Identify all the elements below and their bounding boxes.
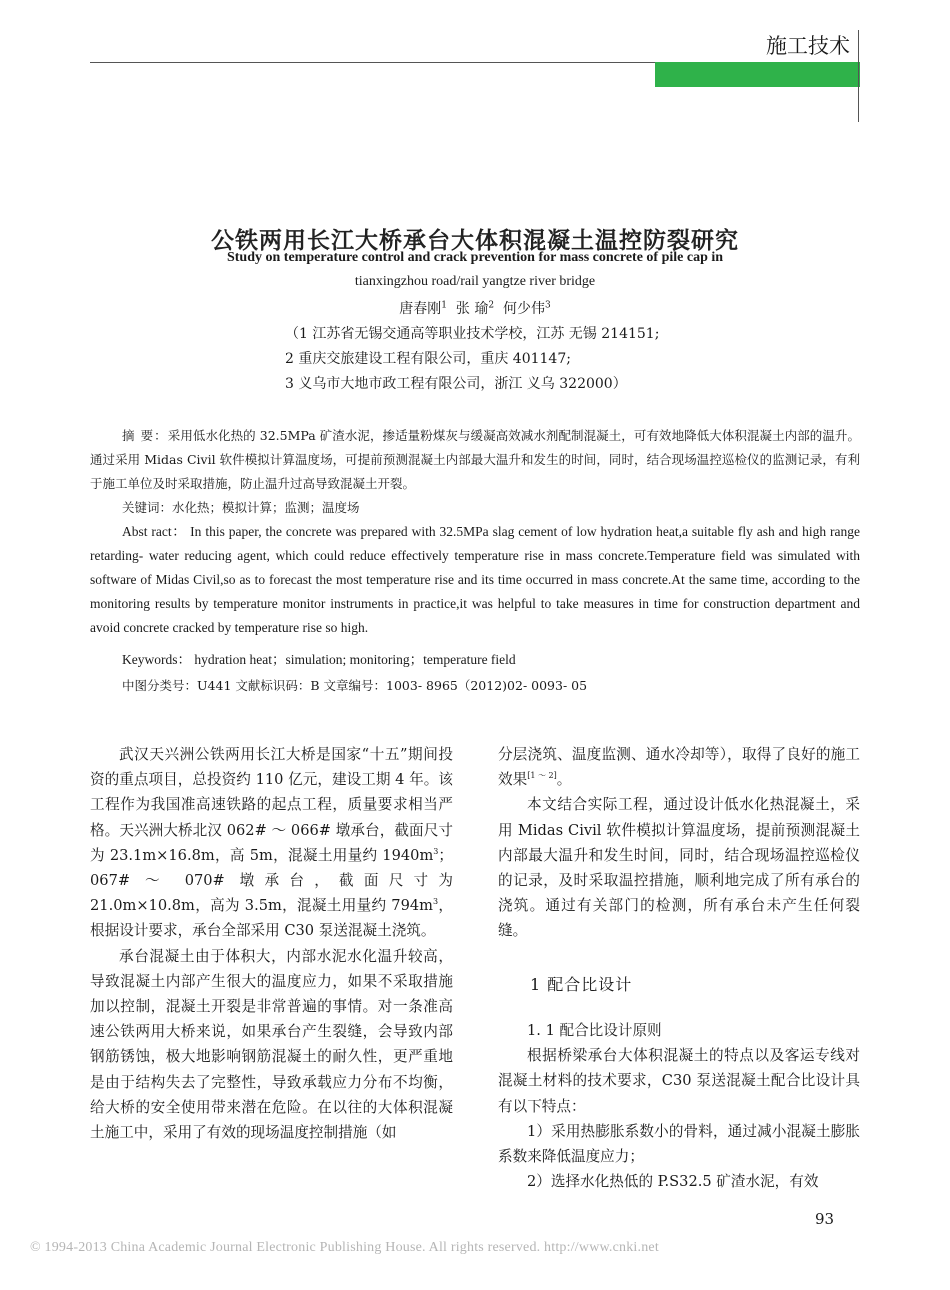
classification-line (90, 674, 860, 698)
list-item: 1）采用热膨胀系数小的骨料，通过减小混凝土膨胀系数来降低温度应力； (498, 1122, 860, 1166)
superscript: 3 (433, 897, 439, 907)
paper-title-cn: 公铁两用长江大桥承台大体积混凝土温控防裂研究 (211, 227, 739, 254)
body-text: 武汉天兴洲公铁两用长江大桥是国家“十五”期间投资的重点项目，总投资约 110 亿元，建设工期 4 年。该工程作为我国准高速铁路的起点工程，质量要求相当严格。天兴洲大桥北汉 062# ～ 066# 墩承台，截面尺寸为 23.1m×16.8m，高 5m，混凝土用量约 1940m (90, 746, 453, 864)
section-tag: 施工技术 (766, 34, 850, 58)
abstract-cn (90, 424, 860, 496)
author-affiliation-mark: 3 (545, 300, 551, 311)
abstract-en-label: Abst ract： (122, 524, 187, 539)
copyright-watermark: © 1994-2013 China Academic Journal Electronic Publishing House. All rights reserved. http://www.cnki.net (30, 1240, 659, 1255)
author-list (100, 298, 850, 318)
list-item: 2）选择水化热低的 P.S32.5 矿渣水泥，有效 (527, 1173, 819, 1191)
body-column-right-lower (498, 1018, 860, 1194)
abstract-en (90, 520, 860, 640)
affiliation-1: （1 江苏省无锡交通高等职业技术学校，江苏 无锡 214151; (285, 326, 660, 342)
citation-ref: [1 ～ 2] (527, 771, 557, 781)
keywords-en-text: hydration heat；simulation; monitoring；temperature field (194, 652, 516, 667)
superscript: 3 (433, 846, 439, 856)
body-column-left (90, 742, 453, 1145)
keywords-cn (90, 496, 860, 520)
affiliation-3: 3 义乌市大地市政工程有限公司，浙江 义乌 322000） (285, 376, 627, 392)
body-paragraph: 根据桥梁承台大体积混凝土的特点以及客运专线对混凝土材料的技术要求，C30 泵送混凝土配合比设计具有以下特点： (498, 1047, 860, 1115)
author-affiliation-mark: 1 (441, 300, 447, 311)
body-paragraph: 承台混凝土由于体积大，内部水泥水化温升较高，导致混凝土内部产生很大的温度应力，如果不采取措施加以控制，混凝土开裂是非常普遍的事情。对一条准高速公铁两用大桥来说，如果承台产生裂缝，会导致内部钢筋锈蚀，极大地影响钢筋混凝土的耐久性，更严重地是由于结构失去了完整性，导致承载应力分布不均衡，给大桥的安全使用带来潜在危险。在以往的大体积混凝土施工中，采用了有效的现场温度控制措施（如 (90, 947, 453, 1142)
author-name: 张 瑜 (455, 301, 489, 317)
paper-title-en-line1: Study on temperature control and crack prevention for mass concrete of pile cap in (226, 250, 724, 265)
abstract-en-text: In this paper, the concrete was prepared with 32.5MPa slag cement of low hydration heat,a suitable fly ash and high range retarding- water reducing agent, which could reduce effectively temperature rise in mass concrete.Temperature field was simulated with software of Midas Civil,so as to forecast the most temperature rise and its time occurred in mass concrete.At the same time, according to the monitoring results by temperature monitor instruments in practice,it was helpful to take measures in time for construction department and avoid concrete cracked by temperature rise so high. (90, 524, 860, 635)
section-heading: 1 配合比设计 (530, 975, 633, 994)
author-affiliation-mark: 2 (488, 300, 495, 311)
page-number: 93 (815, 1210, 835, 1228)
body-paragraph (90, 742, 453, 944)
body-text: 。 (556, 771, 572, 789)
author-name: 何少伟 (503, 301, 545, 317)
paper-title-en-line2: tianxingzhou road/rail yangtze river bridge (354, 274, 596, 289)
affiliation-2: 2 重庆交旅建设工程有限公司，重庆 401147; (285, 351, 571, 367)
body-paragraph (498, 742, 860, 792)
header-accent-bar (655, 62, 860, 87)
keywords-en (90, 648, 860, 672)
abstract-cn-text: 采用低水化热的 32.5MPa 矿渣水泥，掺适量粉煤灰与缓凝高效减水剂配制混凝土，可有效地降低大体积混凝土内部的温升。通过采用 Midas Civil 软件模拟计算温度场，可提前预测混凝土内部最大温升和发生的时间，同时，结合现场温控巡检仪的监测记录，有利于施工单位及时采取措施，防止温升过高导致混凝土开裂。 (90, 428, 860, 491)
body-text: ，根据设计要求，承台全部采用 C30 泵送混凝土浇筑。 (90, 897, 453, 940)
body-text: ；067# ～ 070# 墩承台，截面尺寸为 21.0m×10.8m，高为 3.5m，混凝土用量约 794m (90, 846, 453, 915)
keywords-cn-text: 水化热；模拟计算；监测；温度场 (172, 500, 360, 515)
subsection-heading: 1. 1 配合比设计原则 (527, 1022, 662, 1039)
keywords-cn-label: 关键词： (122, 500, 173, 515)
keywords-en-label: Keywords： (122, 652, 191, 667)
header-vertical-rule (858, 30, 859, 122)
body-column-right (498, 742, 860, 944)
author-name: 唐春刚 (399, 301, 442, 317)
classification-text: 中图分类号：U441 文献标识码：B 文章编号：1003- 8965（2012)02- 0093- 05 (122, 678, 588, 693)
body-text: 分层浇筑、温度监测、通水冷却等），取得了良好的施工效果 (498, 746, 860, 789)
body-paragraph: 本文结合实际工程，通过设计低水化热混凝土，采用 Midas Civil 软件模拟计算温度场，提前预测混凝土内部最大温升和发生时间，同时，结合现场温控巡检仪的记录，及时采取温控措施，顺利地完成了所有承台的浇筑。通过有关部门的检测，所有承台未产生任何裂缝。 (498, 796, 860, 940)
abstract-cn-label: 摘 要： (122, 428, 168, 443)
